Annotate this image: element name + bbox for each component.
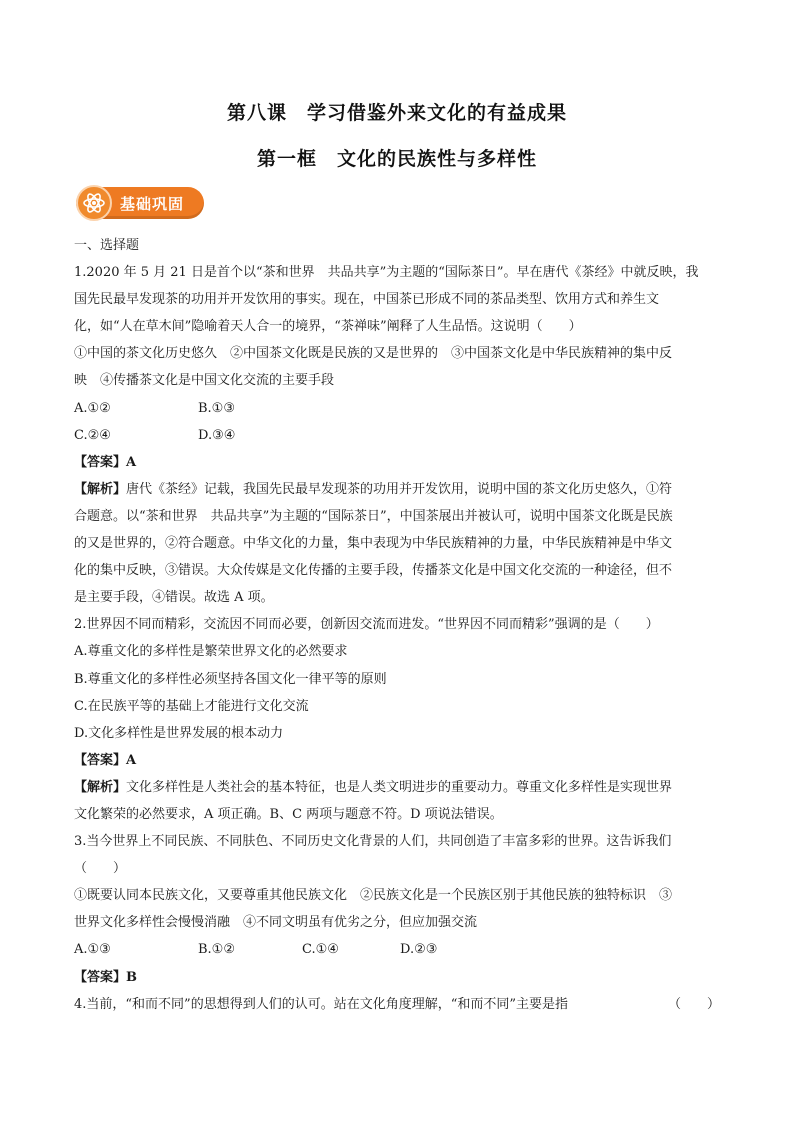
question-1-analysis-line: 是主要手段，④错误。故选 A 项。 [74,590,274,606]
basic-consolidation-badge [76,185,206,221]
question-2-analysis-line [74,774,724,801]
question-2-option-d: D.文化多样性是世界发展的根本动力 [74,725,284,741]
question-1-stem-line: 化，如“人在草木间”隐喻着天人合一的境界，“茶禅味”阐释了人生品悟。这说明（ ） [74,319,582,335]
question-2-answer [74,747,724,774]
badge-label: 基础巩固 [120,195,185,213]
question-1-option-b: B.①③ [198,400,235,416]
answer-value: B [126,969,138,985]
badge-icon-circle [76,185,112,221]
question-1-stem-line: 1.2020 年 5 月 21 日是首个以“茶和世界 共品共享”为主题的“国际茶日”。早在唐代《茶经》中就反映，我 [74,265,699,281]
question-3-stem-line: 3.当今世界上不同民族、不同肤色、不同历史文化背景的人们，共同创造了丰富多彩的世界。这告诉我们 [74,834,672,850]
analysis-label: 【解析】 [74,779,127,795]
question-3-stem-line: 世界文化多样性会慢慢消融 ④不同文明虽有优劣之分，但应加强交流 [74,915,478,931]
question-1-analysis-line: 的又是世界的，②符合题意。中华文化的力量，集中表现为中华民族精神的力量，中华民族精神是中华文 [74,536,673,552]
analysis-text: 唐代《茶经》记载，我国先民最早发现茶的功用并开发饮用，说明中国的茶文化历史悠久，①符 [126,481,673,497]
question-1-stem-line: 国先民最早发现茶的功用并开发饮用的事实。现在，中国茶已形成不同的茶品类型、饮用方式和养生文 [74,292,660,308]
section-heading: 一、选择题 [74,238,140,253]
question-2-option-b: B.尊重文化的多样性必须坚持各国文化一律平等的原则 [74,671,387,687]
question-3-stem-line: ①既要认同本民族文化，又要尊重其他民族文化 ②民族文化是一个民族区别于其他民族的独特标识 ③ [74,888,673,904]
analysis-label: 【解析】 [74,481,127,497]
question-1-analysis-line: 化的集中反映，③错误。大众传媒是文化传播的主要手段，传播茶文化是中国文化交流的一种途径，但不 [74,563,673,579]
question-2-analysis-line: 文化繁荣的必然要求，A 项正确。B、C 两项与题意不符。D 项说法错误。 [74,806,503,822]
answer-label: 【答案】 [74,454,127,470]
question-2-option-c: C.在民族平等的基础上才能进行文化交流 [74,698,309,714]
question-1-option-d: D.③④ [198,427,236,443]
question-3-option-b: B.①② [198,942,235,958]
question-2 [74,611,724,828]
question-1-analysis-line [74,476,724,503]
question-4-answer-blank: （ ） [668,996,721,1012]
atom-icon [82,191,106,215]
answer-label: 【答案】 [74,969,127,985]
question-1-options-row [74,422,724,449]
question-3-stem-line: （ ） [74,861,127,877]
question-1-stem-line: ①中国的茶文化历史悠久 ②中国茶文化既是民族的又是世界的 ③中国茶文化是中华民族精神的集中反 [74,346,673,362]
question-3-answer [74,964,724,991]
question-1-option-c: C.②④ [74,427,111,443]
question-content [74,232,724,1018]
question-3-option-d: D.②③ [400,942,438,958]
question-3-options-row [74,936,724,963]
question-3-option-a: A.①③ [74,942,111,958]
question-4 [74,991,724,1018]
section-title: 第一框 文化的民族性与多样性 [256,148,537,170]
analysis-text: 文化多样性是人类社会的基本特征，也是人类文明进步的重要动力。尊重文化多样性是实现世界 [126,779,673,795]
answer-value: A [126,752,137,768]
question-4-stem-row [74,991,724,1018]
question-1-analysis-line: 合题意。以“茶和世界 共品共享”为主题的“国际茶日”，中国茶展出并被认可，说明中国茶文化既是民族 [74,508,673,524]
question-4-stem: 4.当前，“和而不同”的思想得到人们的认可。站在文化角度理解，“和而不同”主要是指 [74,996,568,1012]
question-1-stem-line: 映 ④传播茶文化是中国文化交流的主要手段 [74,373,335,389]
question-3-option-c: C.①④ [302,942,339,958]
question-2-stem: 2.世界因不同而精彩，交流因不同而必要，创新因交流而进发。“世界因不同而精彩”强调的是（ ） [74,617,659,633]
question-1-options-row [74,395,724,422]
lesson-title: 第八课 学习借鉴外来文化的有益成果 [226,102,567,124]
question-2-option-a: A.尊重文化的多样性是繁荣世界文化的必然要求 [74,644,348,660]
question-3 [74,828,724,991]
question-1 [74,259,724,611]
answer-label: 【答案】 [74,752,127,768]
answer-value: A [126,454,137,470]
question-1-option-a: A.①② [74,400,111,416]
question-1-answer [74,449,724,476]
